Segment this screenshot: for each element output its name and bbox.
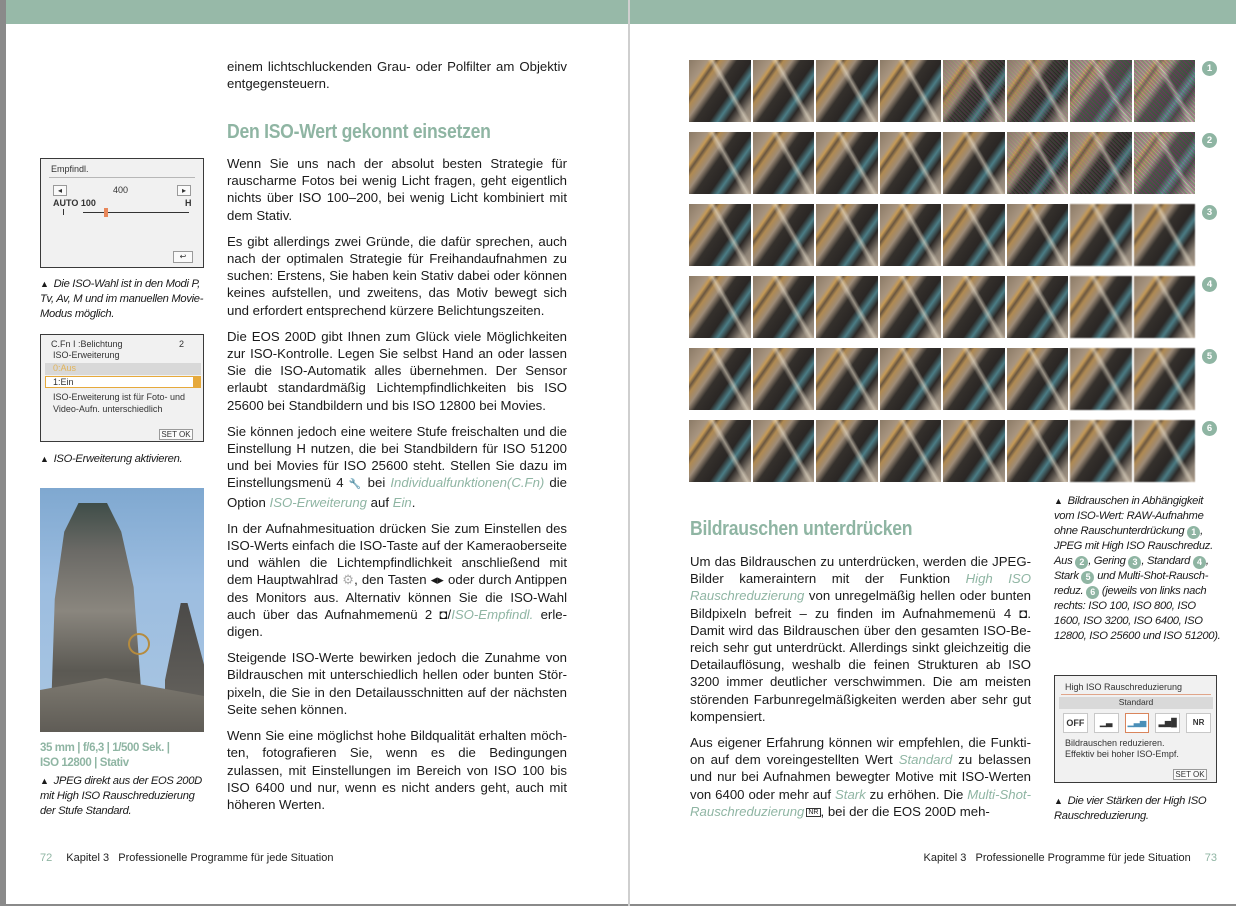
screen-subtitle: ISO-Erweiterung: [53, 350, 120, 360]
noise-sample-tile: [816, 132, 878, 194]
caption-nr: [1054, 794, 1224, 824]
noise-sample-tile: [1007, 132, 1069, 194]
menu-reference: ISO-Erweiterung: [269, 494, 368, 510]
row-number-badge: 3: [1202, 205, 1217, 220]
noise-sample-tile: [816, 420, 878, 482]
noise-sample-tile: [689, 132, 751, 194]
number-badge: 1: [1187, 526, 1200, 539]
camera-icon: ◘: [1019, 605, 1028, 621]
text: zu belassen und nur bei Aufnahmen bewegter Motive mit ISO-Werten von 6400 oder mehr auf: [690, 752, 1031, 802]
left-arrow-button[interactable]: ◂: [53, 185, 67, 196]
multishot-nr-icon: NR: [808, 808, 819, 816]
noise-sample-tile: [1134, 420, 1196, 482]
noise-row: [689, 276, 1195, 338]
page-number: 72: [40, 852, 53, 864]
noise-sample-tile: [943, 204, 1005, 266]
noise-sample-tile: [1134, 204, 1196, 266]
noise-sample-tile: [689, 276, 751, 338]
option-on-selected[interactable]: 1:Ein: [45, 376, 201, 388]
noise-sample-tile: [880, 132, 942, 194]
intro-paragraph: einem lichtschluckenden Grau- oder Polfilter am Objektiv entgegensteuern.: [227, 59, 567, 92]
row-number-badge: 4: [1202, 277, 1217, 292]
text: Sie können jedoch eine weitere Stufe freischalten und die Einstellung H nutzen, die bei Standbildern für ISO 51200 und bei Movies für ISO 25600 steht. Stellen Sie dazu im Einstellungsmenü 4: [227, 423, 567, 491]
noise-sample-tile: [753, 60, 815, 122]
noise-sample-tile: [1070, 348, 1132, 410]
noise-sample-tile: [1134, 60, 1196, 122]
right-footer: [924, 852, 1217, 864]
caption-text: , Stark: [1054, 555, 1209, 582]
noise-row: [689, 348, 1195, 410]
number-badge: 2: [1075, 556, 1088, 569]
noise-sample-tile: [689, 348, 751, 410]
caption-text: , JPEG mit High ISO Rauschreduz. Aus: [1054, 525, 1213, 567]
noise-sample-tile: [1070, 276, 1132, 338]
noise-sample-tile: [1070, 60, 1132, 122]
paragraph: Die EOS 200D gibt Ihnen zum Glück viele Möglichkeiten zur ISO-Kontrolle. Legen Sie selbst Hand an oder lassen Sie die ISO-Automatik alles übernehmen. Der Sensor erlaubt standardmäßig Lichtempfindlichkeiten bis ISO 25600 bei Standbildern und bis ISO 12800 bei Movies.: [227, 328, 567, 413]
row-number-badge: 2: [1202, 133, 1217, 148]
nr-option-1[interactable]: ▁▃: [1094, 713, 1119, 733]
text: von unregelmäßig hellen oder bunten Bildpixeln befreit – zu finden im Aufnahmemenü 4: [690, 588, 1031, 621]
caption-text: Die ISO-Wahl ist in den Modi P, Tv, Av, M und im manuellen Movie-Modus möglich.: [40, 278, 204, 320]
divider: [1061, 694, 1211, 695]
screen-title: Empfindl.: [51, 164, 89, 174]
menu-reference: Standard: [898, 752, 953, 768]
selected-level-label: Standard: [1059, 697, 1213, 709]
noise-row: [689, 132, 1195, 194]
text: oder durch Antippen des Monitors aus. Alternativ können Sie die ISO-Wahl auch über das Aufnahmemenü 2: [227, 572, 567, 622]
noise-sample-tile: [1070, 204, 1132, 266]
row-number-badge: 5: [1202, 349, 1217, 364]
caption-text: und Multi-Shot-Rauschreduz.: [1054, 570, 1209, 597]
noise-sample-tile: [880, 348, 942, 410]
chapter-label: Kapitel 3: [66, 852, 110, 864]
number-badge: 3: [1128, 556, 1141, 569]
clock-shape: [128, 633, 150, 655]
iso-value: 400: [113, 185, 129, 195]
menu-reference: Multi-Shot-Rauschreduzierung: [690, 786, 1031, 819]
menu-reference: Stark: [834, 786, 866, 802]
row-number-badge: 1: [1202, 61, 1217, 76]
noise-sample-tile: [1007, 276, 1069, 338]
menu-reference: ISO-Empfindl.: [451, 606, 534, 622]
right-arrow-button[interactable]: ▸: [177, 185, 191, 196]
screen-description: Effektiv bei hoher ISO-Empf.: [1065, 749, 1179, 759]
noise-sample-tile: [753, 276, 815, 338]
noise-sample-tile: [943, 276, 1005, 338]
noise-sample-tile: [816, 348, 878, 410]
auto-label: AUTO 100: [53, 198, 96, 208]
triangle-icon: ▲: [1054, 496, 1063, 506]
noise-sample-tile: [753, 204, 815, 266]
left-body: [227, 155, 567, 822]
caption-text: ISO-Erweiterung aktivieren.: [53, 453, 183, 465]
text: In der Aufnahmesituation drücken Sie zum Einstellen des ISO-Werts einfach die ISO-Taste auf der Kameraoberseite und wählen die Lichtempfindlichkeit anschließend mit dem Hauptwahlrad: [227, 520, 567, 588]
caption-text: , Standard: [1141, 555, 1193, 567]
caption-extension: [40, 452, 210, 467]
page-number: 2: [179, 339, 185, 349]
row-number-badge: 6: [1202, 421, 1217, 436]
iso-setting-screen: [40, 158, 204, 268]
paragraph: Wenn Sie uns nach der absolut besten Strategie für rauscharme Fotos bei wenig Licht fragen, geht eigentlich nichts über ISO 100–200, bei wenig Licht kombiniert mit dem Stativ.: [227, 156, 567, 223]
paragraph: [227, 520, 567, 640]
option-off[interactable]: 0:Aus: [45, 363, 201, 375]
noise-sample-tile: [753, 132, 815, 194]
screen-title: High ISO Rauschreduzierung: [1065, 682, 1183, 692]
noise-reduction-screen: [1054, 675, 1217, 783]
nr-option-2[interactable]: ▁▃▅: [1125, 713, 1150, 733]
caption-photo: [40, 774, 210, 819]
left-footer: [40, 852, 333, 864]
noise-sample-tile: [943, 132, 1005, 194]
noise-sample-tile: [816, 276, 878, 338]
noise-sample-tile: [1070, 132, 1132, 194]
triangle-icon: ▲: [40, 279, 49, 289]
right-body: [690, 553, 1031, 830]
text: erledigen.: [227, 606, 567, 640]
iso-scale-slider[interactable]: [83, 212, 189, 213]
menu-reference: Individualfunktionen(C.Fn): [390, 475, 545, 491]
noise-sample-tile: [753, 420, 815, 482]
noise-sample-tile: [1070, 420, 1132, 482]
paragraph: Wenn Sie eine möglichst hohe Bildqualität erhalten möchten, fotografieren Sie, wenn es die Bedingungen zulassen, mit Einstellungen im Bereich von ISO 100 bis ISO 6400 und nur, wenn es nicht anders geht, auch mit höheren Werten.: [227, 728, 567, 812]
noise-sample-tile: [1007, 420, 1069, 482]
text: , bei der die EOS 200D meh-: [820, 803, 990, 819]
noise-sample-tile: [753, 348, 815, 410]
noise-row: [689, 60, 1195, 122]
triangle-icon: ▲: [1054, 796, 1063, 806]
menu-reference: Ein: [392, 494, 412, 510]
page-number: 73: [1204, 852, 1217, 864]
caption-text: (jeweils von links nach rechts: ISO 100, ISO 800, ISO 1600, ISO 3200, ISO 6400, ISO 12800, ISO 25600 und ISO 51200).: [1054, 585, 1221, 642]
noise-sample-tile: [1134, 132, 1196, 194]
noise-row: [689, 420, 1195, 482]
chapter-title: Professionelle Programme für jede Situation: [975, 852, 1191, 864]
paragraph: Steigende ISO-Werte bewirken jedoch die Zunahme von Bildrauschen mit unterschiedlich hellen oder bunten Störpixeln, die Sie in den Detailausschnitten auf der nächsten Seite sehen können.: [227, 650, 567, 717]
noise-sample-tile: [1007, 60, 1069, 122]
iso-extension-screen: [40, 334, 204, 442]
caption-text: Die vier Stärken der High ISO Rauschreduzierung.: [1054, 795, 1207, 822]
text: /: [447, 606, 452, 622]
text: zu erhöhen. Die: [865, 786, 968, 802]
intro-text: [227, 58, 567, 101]
noise-sample-tile: [1007, 348, 1069, 410]
number-badge: 5: [1081, 571, 1094, 584]
noise-sample-tile: [880, 420, 942, 482]
nr-options-row: [1063, 713, 1211, 733]
paragraph: [227, 423, 567, 511]
menu-reference: High ISO Rauschreduzierung: [690, 571, 1031, 604]
text: die Option: [227, 475, 567, 510]
paragraph: [690, 734, 1031, 821]
text: bei: [362, 475, 391, 491]
h-label: H: [185, 198, 192, 208]
noise-sample-tile: [943, 60, 1005, 122]
chapter-title: Professionelle Programme für jede Situation: [118, 852, 334, 864]
set-ok-button[interactable]: SET OK: [1173, 769, 1207, 780]
noise-sample-tile: [689, 204, 751, 266]
text: Aus eigener Erfahrung können wir empfehlen, die Funktion auf dem voreingestellten Wert: [690, 735, 1031, 768]
text: , den Tasten: [354, 572, 431, 588]
text: . Damit wird das Bildrauschen über den gesamten ISO-Bereich sehr gut unterdrückt. Allerdings sinkt gleichzeitig die Detailauflösung, weshalb die feinen Strukturen ab ISO 3200 immer deutlicher verschwimmen. Die am meisten störenden Farbunregelmäßigkeiten werden aber sehr gut kompensiert.: [690, 605, 1031, 724]
wrench-icon: 🔧: [348, 479, 363, 491]
noise-sample-tile: [1007, 204, 1069, 266]
number-badge: 6: [1086, 586, 1099, 599]
chapter-label: Kapitel 3: [923, 852, 967, 864]
caption-text: JPEG direkt aus der EOS 200D mit High ISO Rauschreduzierung der Stufe Standard.: [40, 775, 202, 817]
number-badge: 4: [1193, 556, 1206, 569]
noise-sample-tile: [816, 204, 878, 266]
text: auf: [367, 494, 393, 510]
noise-sample-tile: [943, 420, 1005, 482]
caption-text: Bildrauschen in Abhängigkeit vom ISO-Wert: RAW-Aufnahme ohne Rauschunterdrückung: [1054, 495, 1204, 537]
church-photo: [40, 488, 204, 732]
paragraph: [690, 553, 1031, 725]
top-color-bar: [630, 0, 1236, 24]
caption-noise: [1054, 494, 1224, 644]
photo-exif: 35 mm | f/6,3 | 1/500 Sek. | ISO 12800 | Stativ: [40, 742, 170, 769]
camera-icon: ◘: [439, 606, 448, 622]
screen-description: Bildrauschen reduzieren.: [1065, 738, 1165, 748]
noise-sample-tile: [880, 276, 942, 338]
iso-slider-handle[interactable]: [104, 208, 108, 217]
nr-option-0[interactable]: OFF: [1063, 713, 1088, 733]
nr-option-3[interactable]: ▂▅█: [1155, 713, 1180, 733]
noise-sample-tile: [816, 60, 878, 122]
triangle-icon: ▲: [40, 776, 49, 786]
caption-text: , Gering: [1088, 555, 1129, 567]
noise-sample-tile: [689, 420, 751, 482]
noise-sample-tile: [880, 204, 942, 266]
arrow-keys-icon: ◂▸: [430, 572, 444, 588]
back-button[interactable]: ↩: [173, 251, 193, 263]
top-color-bar: [6, 0, 628, 24]
auto-tick: [63, 209, 64, 215]
divider: [49, 177, 195, 178]
set-ok-button[interactable]: SET OK: [159, 429, 193, 440]
section-heading: Den ISO-Wert gekonnt einsetzen: [227, 121, 491, 143]
main-dial-icon: ⚙: [342, 572, 355, 588]
caption-iso: [40, 277, 210, 322]
paragraph: Es gibt allerdings zwei Gründe, die dafür sprechen, auch nach der optimalen Strategie für Freihandaufnahmen zu suchen: Erstens, Sie haben kein Stativ dabei oder können keines aufstellen, und zweitens, das Motiv bewegt sich und erfordert entsprechend kürzere Belichtungszeiten.: [227, 233, 567, 318]
noise-sample-tile: [880, 60, 942, 122]
text: .: [411, 494, 416, 510]
noise-sample-tile: [1134, 276, 1196, 338]
noise-sample-tile: [1134, 348, 1196, 410]
noise-sample-tile: [943, 348, 1005, 410]
nr-option-4[interactable]: NR: [1186, 713, 1211, 733]
screen-description: ISO-Erweiterung ist für Foto- und Video-Aufn. unterschiedlich: [53, 392, 186, 414]
triangle-icon: ▲: [40, 454, 49, 464]
text: Um das Bildrauschen zu unterdrücken, werden die JPEG-Bilder kameraintern mit der Funktion: [690, 554, 1031, 587]
section-heading: Bildrauschen unterdrücken: [690, 518, 913, 540]
noise-row: [689, 204, 1195, 266]
screen-title: C.Fn I :Belichtung: [51, 339, 123, 349]
noise-sample-tile: [689, 60, 751, 122]
